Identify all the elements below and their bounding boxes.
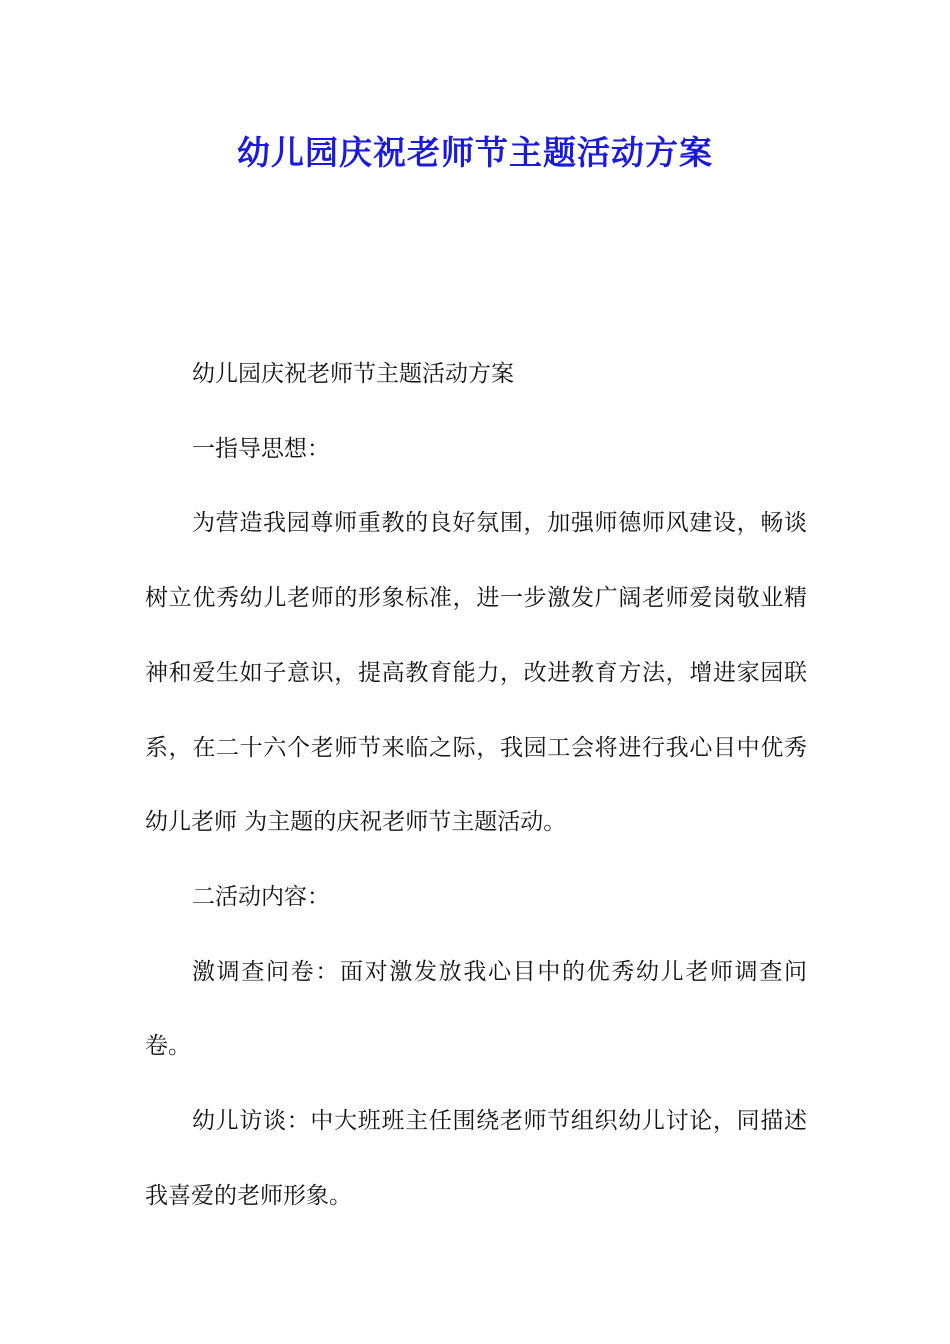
document-body <box>145 337 807 1233</box>
document-title: 幼儿园庆祝老师节主题活动方案 <box>237 133 713 172</box>
body-heading: 幼儿园庆祝老师节主题活动方案 <box>192 361 514 387</box>
paragraph-guiding-thought: 为营造我园尊师重教的良好氛围，加强师德师风建设，畅谈树立优秀幼儿老师的形象标准，进一步激发广阔老师爱岗敬业精神和爱生如子意识，提高教育能力，改进教育方法，增进家园联系，在二十六个老师节来临之际，我园工会将进行我心目中优秀幼儿老师 为主题的庆祝老师节主题活动。 <box>145 510 807 836</box>
paragraph-interview: 幼儿访谈：中大班班主任围绕老师节组织幼儿讨论，同描述我喜爱的老师形象。 <box>145 1108 807 1209</box>
paragraph-questionnaire: 激调查问卷：面对激发放我心目中的优秀幼儿老师调查问卷。 <box>145 958 807 1060</box>
section-heading-guiding-thought: 一指导思想： <box>192 435 330 462</box>
section-heading-activity-content: 二活动内容： <box>192 883 330 910</box>
